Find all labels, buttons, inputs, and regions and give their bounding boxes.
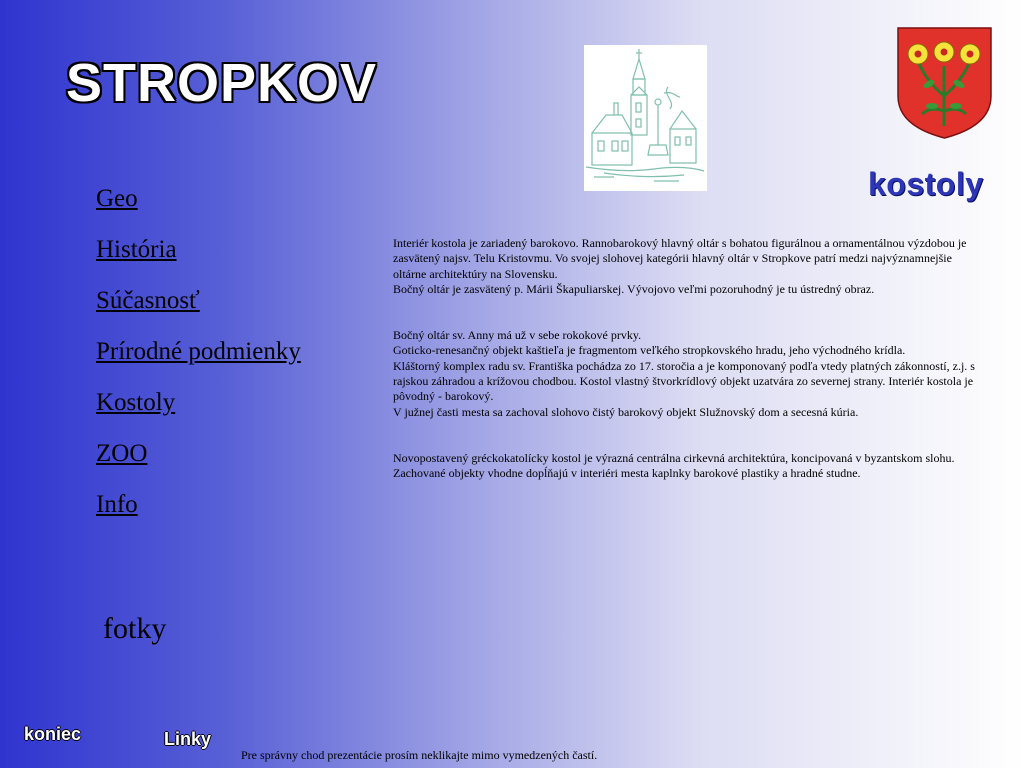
content-text <box>393 236 983 482</box>
linky-button[interactable]: Linky <box>164 729 212 749</box>
nav-link-prirodne-podmienky[interactable]: Prírodné podmienky <box>96 338 301 365</box>
nav-link-info[interactable]: Info <box>96 491 138 518</box>
content-paragraph: Goticko-renesančný objekt kaštieľa je fragmentom veľkého stropkovského hradu, jeho východného krídla. <box>393 343 906 358</box>
fotky-link[interactable]: fotky <box>103 612 167 645</box>
content-paragraph: Bočný oltár sv. Anny má už v sebe rokokové prvky. <box>393 328 642 343</box>
content-paragraph: Interiér kostola je zariadený barokovo. Rannobarokový hlavný oltár s bohatou figurálnou a ornamentálnou výzdobou je zasvätený najsv. Telu Kristovmu. Vo svojej slohovej kategórii hlavný oltár v Stropkove patrí medzi najvýznamnejšie oltárne architektúry na Slovensku. <box>393 236 967 281</box>
nav-link-zoo[interactable]: ZOO <box>96 440 148 467</box>
section-heading: kostoly <box>868 166 984 202</box>
footer-note: Pre správny chod prezentácie prosím neklikajte mimo vymedzených častí. <box>241 748 598 762</box>
content-paragraph: Zachované objekty vhodne dopĺňajú v interiéri mesta kaplnky barokové plastiky a hradné studne. <box>393 466 861 481</box>
nav-link-geo[interactable]: Geo <box>96 185 138 212</box>
nav-link-historia[interactable]: História <box>96 236 177 263</box>
koniec-button[interactable]: koniec <box>24 724 82 744</box>
nav-link-kostoly[interactable]: Kostoly <box>96 389 176 416</box>
content-paragraph: Bočný oltár je zasvätený p. Márii Škapuliarskej. Vývojovo veľmi pozoruhodný je tu ústredný obraz. <box>393 281 875 296</box>
church-sketch-image <box>584 45 707 191</box>
main-nav <box>96 186 301 543</box>
nav-link-sucasnost[interactable]: Súčasnosť <box>96 287 200 314</box>
content-paragraph: V južnej časti mesta sa zachoval slohovo čistý barokový objekt Služnovský dom a secesná kúria. <box>393 404 859 419</box>
content-paragraph: Kláštorný komplex radu sv. Františka pochádza zo 17. storočia a je komponovaný podľa vtedy platných zákonností, z.j. s rajskou záhradou a krížovou chodbou. Kostol vlastný štvorkrídlový objekt uzatvára zo severnej strany. Interiér kostola je pôvodný - barokový. <box>393 358 975 404</box>
page-title: STROPKOV <box>66 53 378 113</box>
coat-of-arms-crest <box>896 26 993 140</box>
content-paragraph: Novopostavený gréckokatolícky kostol je výrazná centrálna cirkevná architektúra, koncipovaná v byzantskom slohu. <box>393 450 955 465</box>
